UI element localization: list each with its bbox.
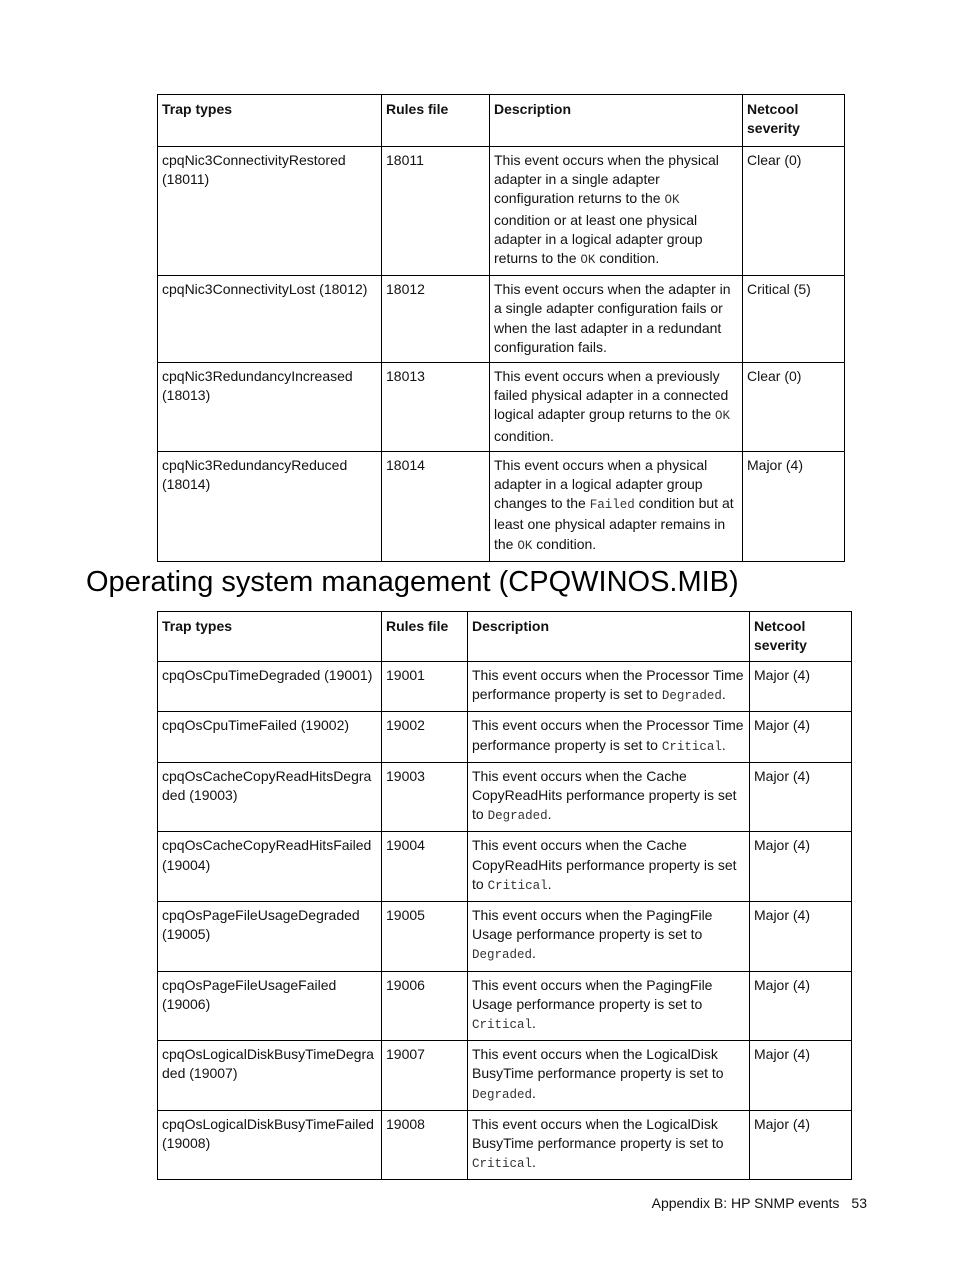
description-text: This event occurs when the physical adapter in a single adapter configuration returns to the <box>494 152 719 207</box>
code-value: Critical <box>661 739 722 754</box>
description-cell <box>468 662 750 712</box>
page-number: 53 <box>851 1195 867 1211</box>
table-row <box>158 762 852 832</box>
description-cell <box>468 1041 750 1111</box>
rules-file-cell: 19002 <box>382 712 468 762</box>
trap-type-cell: cpqNic3ConnectivityLost (18012) <box>158 276 382 363</box>
page-footer <box>600 1195 867 1211</box>
description-text: This event occurs when a physical adapter in a logical adapter group changes to the <box>494 456 708 512</box>
rules-file-cell: 19004 <box>382 832 468 902</box>
table-row <box>158 832 852 902</box>
header-description: Description <box>468 612 750 662</box>
nic-traps-table <box>157 94 845 562</box>
table-body <box>158 662 852 1180</box>
trap-type-cell: cpqOsPageFileUsageDegraded (19005) <box>158 902 382 972</box>
table-row <box>158 1041 852 1111</box>
severity-cell: Major (4) <box>750 971 852 1041</box>
description-text: condition. <box>595 250 660 267</box>
description-cell <box>468 902 750 972</box>
severity-cell: Clear (0) <box>743 363 845 452</box>
section-title: Operating system management (CPQWINOS.MIB) <box>86 566 739 598</box>
table-row <box>158 147 845 276</box>
table-header-row <box>158 95 845 147</box>
rules-file-cell: 18011 <box>382 147 490 276</box>
description-text: This event occurs when the PagingFile Usage performance property is set to <box>472 907 713 943</box>
description-text: condition. <box>494 427 554 444</box>
table-row <box>158 276 845 363</box>
severity-cell: Major (4) <box>750 902 852 972</box>
description-cell <box>490 276 743 363</box>
description-text: . <box>721 686 726 703</box>
severity-cell: Clear (0) <box>743 147 845 276</box>
code-value: Degraded <box>472 948 533 963</box>
table-row <box>158 712 852 762</box>
table-row <box>158 971 852 1041</box>
code-value: OK <box>517 538 533 553</box>
header-netcool-severity: Netcool severity <box>743 95 845 147</box>
description-text: condition but at least one physical adapter remains in the <box>494 495 734 552</box>
severity-cell: Major (4) <box>750 1041 852 1111</box>
description-text: This event occurs when the LogicalDisk BusyTime performance property is set to <box>472 1115 724 1152</box>
rules-file-cell: 19005 <box>382 902 468 972</box>
table-row <box>158 451 845 561</box>
code-value: Failed <box>589 498 635 513</box>
description-text: This event occurs when the PagingFile Usage performance property is set to <box>472 976 713 1012</box>
header-rules-file: Rules file <box>382 612 468 662</box>
trap-type-cell: cpqOsLogicalDiskBusyTimeDegraded (19007) <box>158 1041 382 1111</box>
description-cell <box>468 762 750 832</box>
description-text: This event occurs when the Processor Time performance property is set to <box>472 667 744 703</box>
table-body <box>158 147 845 562</box>
code-value: OK <box>715 409 731 424</box>
description-text: condition. <box>532 535 597 552</box>
trap-type-cell: cpqOsPageFileUsageFailed (19006) <box>158 971 382 1041</box>
code-value: OK <box>664 193 680 208</box>
table-row <box>158 1110 852 1180</box>
description-cell <box>490 147 743 276</box>
code-value: Critical <box>472 1157 533 1172</box>
rules-file-cell: 19007 <box>382 1041 468 1111</box>
code-value: Degraded <box>661 689 722 704</box>
severity-cell: Major (4) <box>743 451 845 561</box>
description-cell <box>490 451 743 561</box>
header-description: Description <box>490 95 743 147</box>
trap-type-cell: cpqOsCacheCopyReadHitsDegraded (19003) <box>158 762 382 832</box>
severity-cell: Major (4) <box>750 1110 852 1180</box>
description-text: . <box>532 1084 536 1101</box>
rules-file-cell: 19006 <box>382 971 468 1041</box>
description-text: This event occurs when the Cache CopyReadHits performance property is set to <box>472 767 737 823</box>
rules-file-cell: 19008 <box>382 1110 468 1180</box>
description-cell <box>490 363 743 452</box>
severity-cell: Major (4) <box>750 662 852 712</box>
trap-type-cell: cpqOsCpuTimeFailed (19002) <box>158 712 382 762</box>
trap-type-cell: cpqOsCpuTimeDegraded (19001) <box>158 662 382 712</box>
table-header-row <box>158 612 852 662</box>
description-text: . <box>547 875 552 892</box>
description-text: condition or at least one physical adapter in a logical adapter group returns to the <box>494 211 703 267</box>
code-value: Degraded <box>487 809 548 824</box>
severity-cell: Critical (5) <box>743 276 845 363</box>
trap-type-cell: cpqOsCacheCopyReadHitsFailed (19004) <box>158 832 382 902</box>
description-cell <box>468 832 750 902</box>
os-traps-table <box>157 611 852 1180</box>
trap-type-cell: cpqNic3ConnectivityRestored (18011) <box>158 147 382 276</box>
description-text: This event occurs when a previously failed physical adapter in a connected logical adapter group returns to the <box>494 368 729 423</box>
code-value: Critical <box>487 878 548 893</box>
description-text: . <box>721 736 726 753</box>
description-cell <box>468 971 750 1041</box>
code-value: Critical <box>472 1018 533 1033</box>
trap-type-cell: cpqNic3RedundancyReduced (18014) <box>158 451 382 561</box>
description-text: This event occurs when the LogicalDisk BusyTime performance property is set to <box>472 1046 724 1082</box>
header-rules-file: Rules file <box>382 95 490 147</box>
description-text: This event occurs when the adapter in a single adapter configuration fails or when the last adapter in a redundant configuration fails. <box>494 281 731 355</box>
header-netcool-severity: Netcool severity <box>750 612 852 662</box>
code-value: OK <box>580 253 596 268</box>
rules-file-cell: 18014 <box>382 451 490 561</box>
rules-file-cell: 18013 <box>382 363 490 452</box>
description-text: . <box>532 1015 536 1032</box>
description-cell <box>468 1110 750 1180</box>
rules-file-cell: 19003 <box>382 762 468 832</box>
description-cell <box>468 712 750 762</box>
description-text: . <box>547 806 552 823</box>
trap-type-cell: cpqNic3RedundancyIncreased (18013) <box>158 363 382 452</box>
description-text: This event occurs when the Cache CopyReadHits performance property is set to <box>472 837 737 892</box>
description-text: . <box>532 1154 536 1171</box>
trap-type-cell: cpqOsLogicalDiskBusyTimeFailed (19008) <box>158 1110 382 1180</box>
table-row <box>158 662 852 712</box>
rules-file-cell: 19001 <box>382 662 468 712</box>
severity-cell: Major (4) <box>750 762 852 832</box>
header-trap-types: Trap types <box>158 612 382 662</box>
severity-cell: Major (4) <box>750 832 852 902</box>
footer-text: Appendix B: HP SNMP events <box>651 1195 840 1211</box>
severity-cell: Major (4) <box>750 712 852 762</box>
description-text: This event occurs when the Processor Time performance property is set to <box>472 717 744 753</box>
table-row <box>158 902 852 972</box>
header-trap-types: Trap types <box>158 95 382 147</box>
table-row <box>158 363 845 452</box>
rules-file-cell: 18012 <box>382 276 490 363</box>
description-text: . <box>532 945 536 962</box>
code-value: Degraded <box>472 1087 533 1102</box>
